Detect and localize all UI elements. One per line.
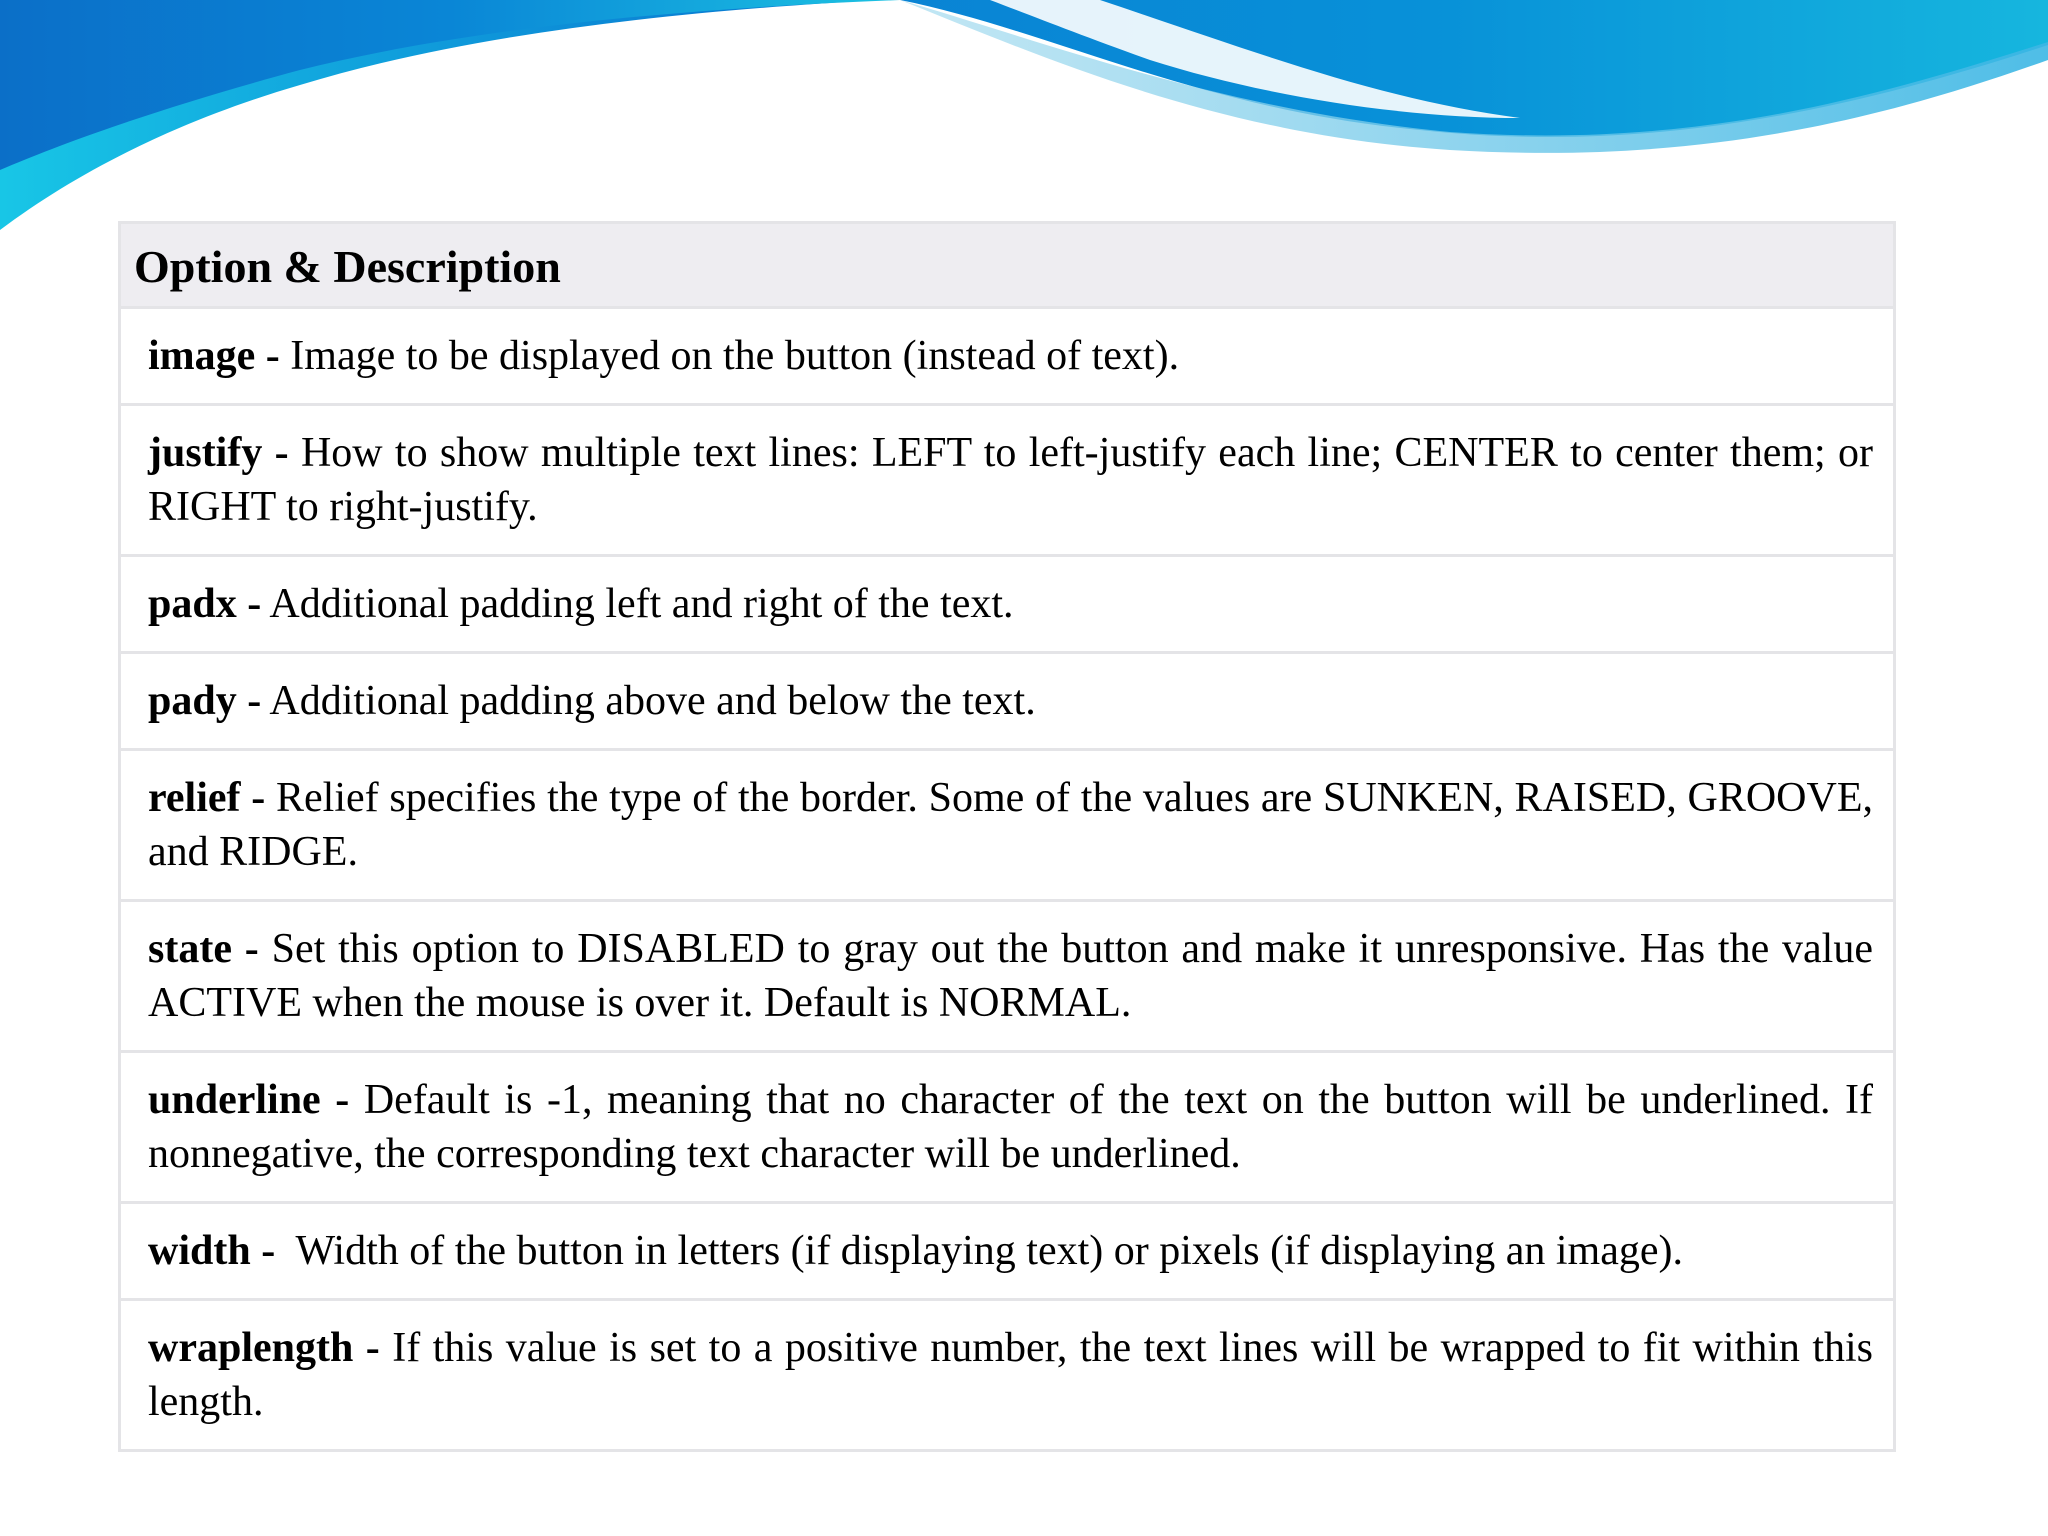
option-description: Set this option to DISABLED to gray out the button and make it unresponsive. Has the value ACTIVE when the mouse is over it. Default is NORMAL. [148,926,1873,1026]
option-name: width - [148,1228,276,1274]
option-description: How to show multiple text lines: LEFT to left-justify each line; CENTER to center them; or RIGHT to right-justify. [148,430,1873,530]
table-row [120,405,1895,556]
option-description: Image to be displayed on the button (instead of text). [279,333,1180,379]
option-name: image - [148,333,280,379]
option-cell [120,1300,1895,1451]
option-description: Additional padding above and below the text. [261,678,1036,724]
table-row [120,1300,1895,1451]
table-header: Option & Description [120,223,1895,308]
option-name: underline - [148,1077,350,1123]
option-cell [120,901,1895,1052]
option-cell [120,1052,1895,1203]
option-cell [120,750,1895,901]
table-row [120,901,1895,1052]
option-cell [120,308,1895,405]
option-description: Width of the button in letters (if displaying text) or pixels (if displaying an image). [275,1228,1683,1274]
option-description: Default is -1, meaning that no character of the text on the button will be underlined. If nonnegative, the corresponding text character will be underlined. [148,1077,1873,1177]
option-name: relief - [148,775,266,821]
option-cell [120,405,1895,556]
table-row [120,750,1895,901]
option-name: wraplength - [148,1325,380,1371]
options-table [118,221,1896,1452]
option-description: Relief specifies the type of the border. Some of the values are SUNKEN, RAISED, GROOVE, and RIDGE. [148,775,1873,875]
table-header-row [120,223,1895,308]
option-description: If this value is set to a positive number, the text lines will be wrapped to fit within this length. [148,1325,1873,1425]
option-cell [120,653,1895,750]
header-wave-decoration [0,0,2048,240]
table-row [120,556,1895,653]
option-name: pady - [148,678,262,724]
option-name: justify - [148,430,289,476]
table-row [120,653,1895,750]
option-cell [120,1203,1895,1300]
option-name: padx - [148,581,262,627]
option-name: state - [148,926,259,972]
table-row [120,1052,1895,1203]
table-row [120,1203,1895,1300]
option-description: Additional padding left and right of the text. [261,581,1014,627]
option-cell [120,556,1895,653]
table-row [120,308,1895,405]
